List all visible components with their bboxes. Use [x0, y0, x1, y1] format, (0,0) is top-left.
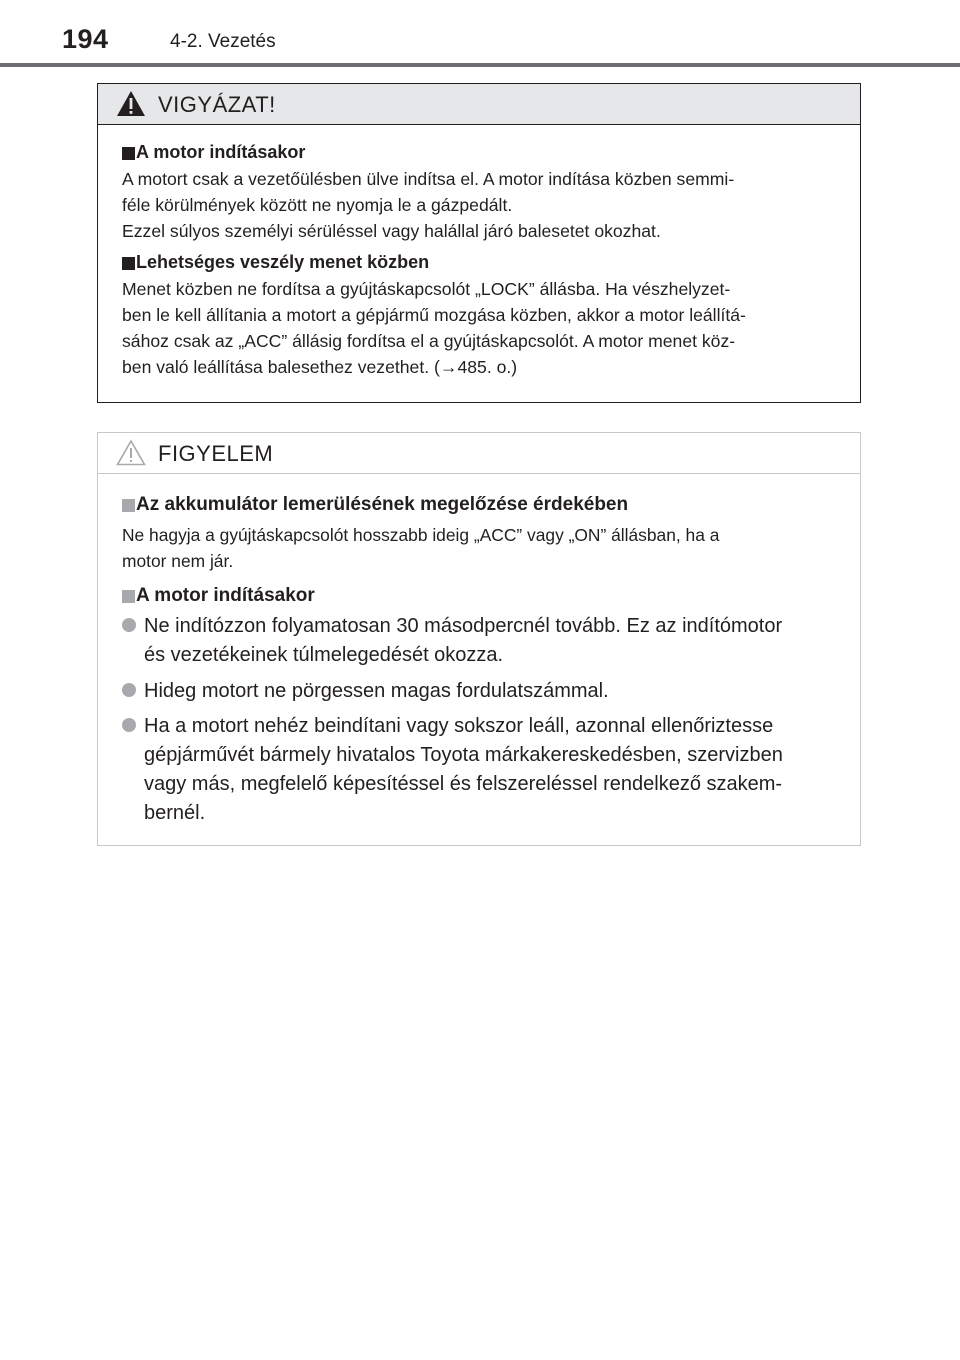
round-bullet-icon — [122, 683, 136, 697]
round-bullet-icon — [122, 618, 136, 632]
list-item-text — [144, 612, 844, 670]
square-bullet-icon — [122, 147, 135, 160]
notice-item-engine-start — [122, 586, 844, 836]
text-line: sához csak az „ACC” állásig fordítsa el a gyújtáskapcsolót. A motor menet köz- — [122, 331, 736, 351]
square-bullet-icon — [122, 590, 135, 603]
round-bullet-icon — [122, 718, 136, 732]
text-line: féle körülmények között ne nyomja le a gázpedált. — [122, 195, 513, 215]
warning-item-body — [122, 276, 844, 380]
text-line: Menet közben ne fordítsa a gyújtáskapcsolót „LOCK” állásba. Ha vészhelyzet- — [122, 279, 731, 299]
warning-box — [97, 83, 861, 403]
notice-item-body — [122, 522, 844, 574]
list-item-text — [144, 677, 844, 706]
square-bullet-icon — [122, 499, 135, 512]
warning-item-engine-start — [122, 144, 844, 254]
text-line: ben le kell állítania a motort a gépjármű mozgása közben, akkor a motor leállítá- — [122, 305, 746, 325]
text-line: gépjárművét bármely hivatalos Toyota márkakereskedésben, szervizben — [144, 744, 783, 766]
warning-triangle-icon — [116, 90, 146, 117]
page-number: 194 — [62, 24, 109, 54]
header-rule — [0, 63, 960, 67]
square-bullet-icon — [122, 257, 135, 270]
list-item-text — [144, 712, 844, 828]
text-line: A motort csak a vezetőülésben ülve indítsa el. A motor indítása közben semmi- — [122, 169, 735, 189]
page-header — [0, 0, 960, 70]
warning-box-title: VIGYÁZAT! — [158, 92, 276, 117]
text-line: Ne hagyja a gyújtáskapcsolót hosszabb ideig „ACC” vagy „ON” állásban, ha a — [122, 525, 720, 545]
warning-box-header — [98, 84, 860, 125]
text-line: Ne indítózzon folyamatosan 30 másodpercnél tovább. Ez az indítómotor — [144, 615, 783, 637]
notice-item-title: Az akkumulátor lemerülésének megelőzése érdekében — [136, 494, 629, 515]
warning-item-title: A motor indításakor — [136, 142, 306, 162]
text-line: Ha a motort nehéz beindítani vagy sokszor leáll, azonnal ellenőriztesse — [144, 715, 774, 737]
text-line: Hideg motort ne pörgessen magas fordulatszámmal. — [144, 680, 609, 702]
notice-item-title: A motor indításakor — [136, 585, 315, 606]
text-line: és vezetékeinek túlmelegedését okozza. — [144, 644, 504, 666]
notice-box-title: FIGYELEM — [158, 441, 274, 466]
warning-item-driving-danger — [122, 254, 844, 384]
notice-box-header — [98, 433, 860, 474]
text-line: vagy más, megfelelő képesítéssel és felszereléssel rendelkező szakem- — [144, 773, 783, 795]
warning-item-title: Lehetséges veszély menet közben — [136, 252, 430, 272]
text-line: Ezzel súlyos személyi sérüléssel vagy halállal járó balesetet okozhat. — [122, 221, 661, 241]
notice-item-battery — [122, 495, 844, 575]
warning-item-body — [122, 166, 844, 244]
section-title: 4-2. Vezetés — [170, 31, 276, 52]
notice-box — [97, 432, 861, 846]
text-line: bernél. — [144, 802, 206, 824]
text-line: motor nem jár. — [122, 551, 234, 571]
caution-triangle-outline-icon — [116, 439, 146, 466]
text-line: ben való leállítása balesethez vezethet. (→485. o.) — [122, 357, 518, 377]
